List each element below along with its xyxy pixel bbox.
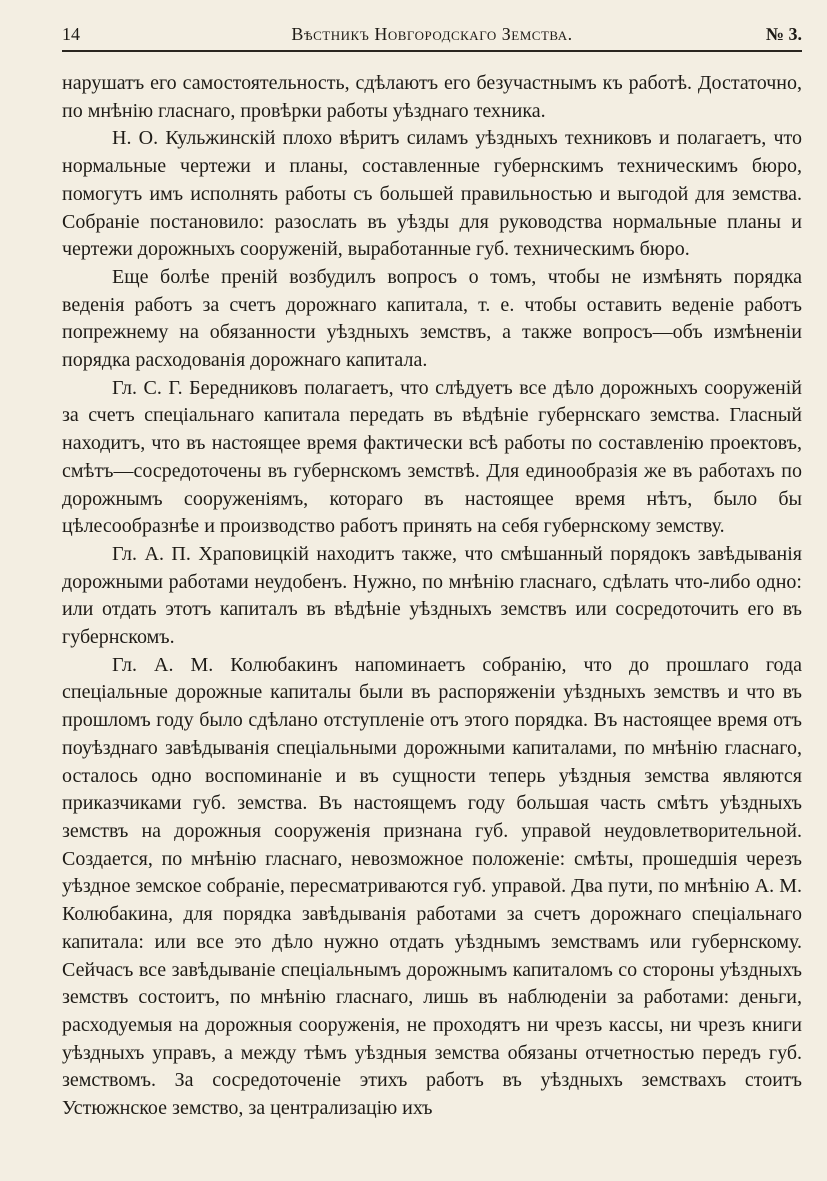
paragraph-berednikov: Гл. С. Г. Бередниковъ полагаетъ, что слѣдуетъ все дѣло дорожныхъ сооруженій за счетъ спеціальнаго капитала передать въ вѣдѣніе губернскаго земства. Гласный находитъ, что въ настоящее время фактически всѣ работы по составленію проектовъ, смѣтъ—сосредоточены въ губернскомъ земствѣ. Для единообразія же въ работахъ по дорожнымъ сооруженіямъ, котораго въ настоящее время нѣтъ, было бы цѣлесообразнѣе и производство работъ принять на себя губернскому земству. — [62, 376, 802, 538]
paragraph-kulzhinsky: Н. О. Кульжинскій плохо вѣритъ силамъ уѣздныхъ техниковъ и полагаетъ, что нормальные чертежи и планы, составленные губернскимъ техническимъ бюро, помогутъ имъ исполнять работы съ большей правильностью и выгодой для земства. Собраніе постановило: разослать въ уѣзды для руководства нормальные планы и чертежи дорожныхъ сооруженій, выработанные губ. техническимъ бюро. — [62, 127, 802, 261]
page-number: 14 — [62, 24, 80, 44]
running-title: Вѣстникъ Новгородскаго Земства. — [291, 24, 573, 44]
paragraph-debate: Еще болѣе преній возбудилъ вопросъ о томъ, чтобы не измѣнять порядка веденія работъ за счетъ дорожнаго капитала, т. е. чтобы оставить веденіе работъ попрежнему на обязанности уѣздныхъ земствъ, а также вопросъ—объ измѣненіи порядка расходованія дорожнаго капитала. — [62, 265, 802, 372]
body-text — [62, 70, 802, 1123]
paragraph-kolyubakin: Гл. А. М. Колюбакинъ напоминаетъ собранію, что до прошлаго года спеціальные дорожные капиталы были въ распоряженіи уѣздныхъ земствъ и что въ прошломъ году было сдѣлано отступленіе отъ этого порядка. Въ настоящее время отъ поуѣзднаго завѣдыванія спеціальными дорожными капиталами, по мнѣнію гласнаго, осталось одно воспоминаніе и въ сущности теперь уѣздныя земства являются приказчиками губ. земства. Въ настоящемъ году большая часть смѣтъ уѣздныхъ земствъ на дорожныя сооруженія признана губ. управой неудовлетворительной. Создается, по мнѣнію гласнаго, невозможное положеніе: смѣты, прошедшія черезъ уѣздное земское собраніе, пересматриваются губ. управой. Два пути, по мнѣнію А. М. Колюбакина, для порядка завѣдыванія работами за счетъ дорожнаго спеціальнаго капитала: или все это дѣло нужно отдать уѣзднымъ земствамъ или губернскому. Сейчасъ все завѣдываніе спеціальнымъ дорожнымъ капиталомъ со стороны уѣздныхъ земствъ состоитъ, по мнѣнію гласнаго, лишь въ наблюденіи за работами: деньги, расходуемыя на дорожныя сооруженія, не проходятъ ни чрезъ кассы, ни чрезъ книги уѣздныхъ управъ, а между тѣмъ уѣздныя земства обязаны отчетностью передъ губ. земствомъ. За сосредоточеніе этихъ работъ въ уѣздныхъ земствахъ стоитъ Устюжнское земство, за централизацію ихъ — [62, 653, 802, 1120]
page-header — [62, 22, 802, 46]
paragraph-continuation: нарушатъ его самостоятельность, сдѣлаютъ его безучастнымъ къ работѣ. Достаточно, по мнѣнію гласнаго, провѣрки работы уѣзднаго техника. — [62, 72, 802, 122]
issue-number: № 3. — [765, 24, 802, 44]
paragraph-khrapovitsky: Гл. А. П. Храповицкій находитъ также, что смѣшанный порядокъ завѣдыванія дорожными работами неудобенъ. Нужно, по мнѣнію гласнаго, сдѣлать что-либо одно: или отдать этотъ капиталъ въ вѣдѣніе уѣздныхъ земствъ или сосредоточить его въ губернскомъ. — [62, 542, 802, 649]
header-rule — [62, 50, 802, 52]
